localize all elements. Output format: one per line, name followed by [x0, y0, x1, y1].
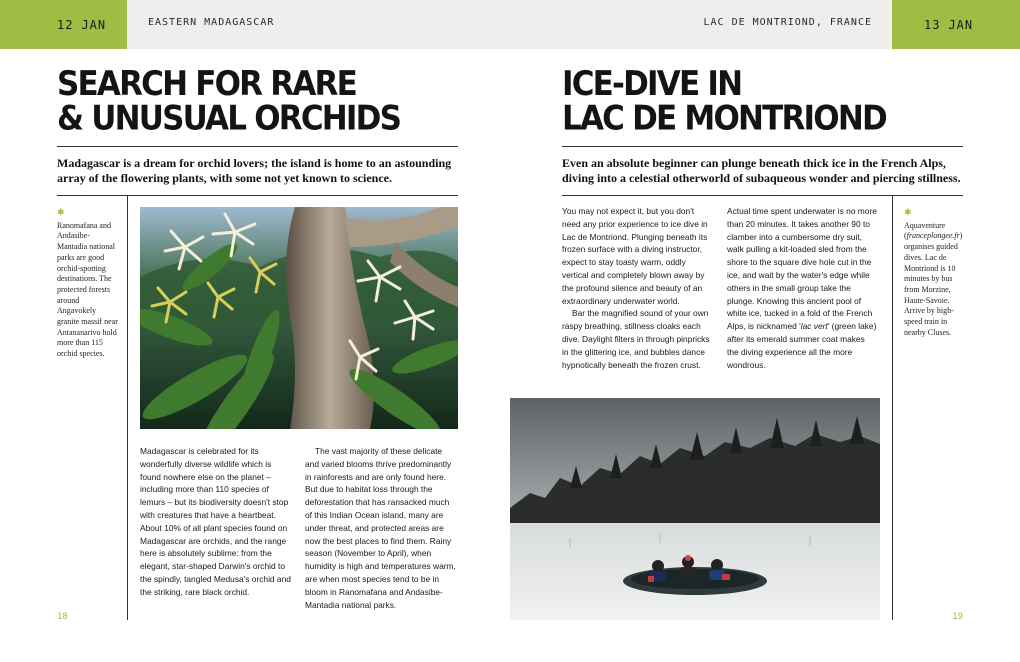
standfirst-left: Madagascar is a dream for orchid lovers; the island is home to an astounding array of the flowering plants, with some not yet known to science.	[57, 156, 452, 185]
title-line: LAC DE MONTRIOND	[562, 99, 886, 139]
date-badge-left	[0, 0, 127, 49]
sidebar-link: franceplongee.fr	[906, 231, 960, 241]
paragraph: Madagascar is celebrated for its wonderfully diverse wildlife which is found nowhere else on the planet – including more than 110 species of lemurs – but its biodiversity doesn't stop with creatures that have a heartbeat. About 10% of all plant species found on Madagascar are orchids, and the range here is absolutely sublime: from the elegant, star-shaped Darwin's orchid to the spindly, tangled Medusa's orchid and the striking, rare black orchid.	[140, 446, 291, 597]
date-day: 12	[57, 17, 74, 32]
page-title-right	[562, 64, 886, 139]
asterisk-icon: ✱	[57, 207, 65, 217]
body-column	[562, 205, 712, 371]
body-column	[305, 445, 458, 611]
orchid-illustration	[140, 207, 458, 429]
sidebar-divider	[127, 195, 128, 620]
paragraph	[727, 205, 877, 371]
running-head-left: EASTERN MADAGASCAR	[148, 17, 275, 28]
paragraph: The vast majority of these delicate and varied blooms thrive predominantly in rainforests and are only found here. But due to habitat loss through the deforestation that has ransacked much of this Indian Ocean island, many are under threat, and protected areas are now the best places to find them. Rainy season (November to April), when humidity is high and temperatures warm, are when most species tend to be in bloom in Ranomafana and Andasibe-Mantadia national parks.	[305, 446, 456, 610]
divider	[57, 146, 458, 147]
body-column	[727, 205, 877, 371]
paragraph-emphasis: lac vert	[800, 321, 828, 332]
title-line: ICE-DIVE IN	[562, 64, 742, 104]
title-line: SEARCH FOR RARE	[57, 64, 356, 104]
sidebar-left	[57, 207, 119, 360]
date-month: JAN	[81, 17, 107, 32]
divider	[562, 195, 963, 196]
orchid-photo	[140, 207, 458, 429]
divider	[562, 146, 963, 147]
body-column	[140, 445, 293, 599]
page-number-left: 18	[57, 612, 68, 622]
date-badge-right	[892, 0, 1020, 49]
sidebar-divider	[892, 195, 893, 620]
date-month: JAN	[948, 17, 974, 32]
sidebar-right	[904, 207, 964, 338]
sidebar-text: Aquaventure (	[904, 220, 946, 241]
paragraph-text: ' (green lake) after its emerald summer coat makes the diving experience all the more wondrous.	[727, 321, 877, 370]
asterisk-icon: ✱	[904, 207, 912, 217]
paragraph: You may not expect it, but you don't need any prior experience to ice dive in Lac de Montriond. Plunging beneath its frozen surface with a diving instructor, expect to stay toasty warm, oddly vertical and completely blown away by the profound silence and beauty of an extraordinary underwater world.	[562, 206, 708, 306]
standfirst-right: Even an absolute beginner can plunge beneath thick ice in the French Alps, diving into a celestial otherworld of subaqueous wonder and piercing stillness.	[562, 156, 961, 185]
ice-dive-illustration	[510, 398, 880, 620]
ice-dive-photo	[510, 398, 880, 620]
running-head-right: LAC DE MONTRIOND, FRANCE	[703, 17, 872, 28]
paragraph: Bar the magnified sound of your own raspy breathing, stillness cloaks each dive. Daylight filters in through pinpricks in the glittering ice, and bubbles dance hypnotically beneath the frozen crust.	[562, 308, 710, 370]
sidebar-text: ) organises guided dives. Lac de Montriond is 10 minutes by bus from Morzine, Haute-Savoie. Arrive by high-speed train in nearby Cluses.	[904, 231, 963, 337]
page-number-right: 19	[952, 612, 963, 622]
paragraph-text: Actual time spent underwater is no more than 20 minutes. It takes another 90 to clamber into a cumbersome dry suit, walk pulling a kit-loaded sled from the shore to the square dive hole cut in the ice, and wait by the water's edge while others in the small group take the plunge. Knowing this ancient pool of white ice, tucked in a fold of the French Alps, is nicknamed '	[727, 206, 877, 332]
date-day: 13	[924, 17, 941, 32]
divider	[57, 195, 458, 196]
page-title-left	[57, 64, 401, 139]
title-line: & UNUSUAL ORCHIDS	[57, 99, 401, 139]
sidebar-text: Ranomafana and Andasibe-Mantadia national parks are good orchid-spotting destinations. The protected forests around Angavokely granite massif near Antananarivo hold more than 115 orchid species.	[57, 220, 118, 359]
